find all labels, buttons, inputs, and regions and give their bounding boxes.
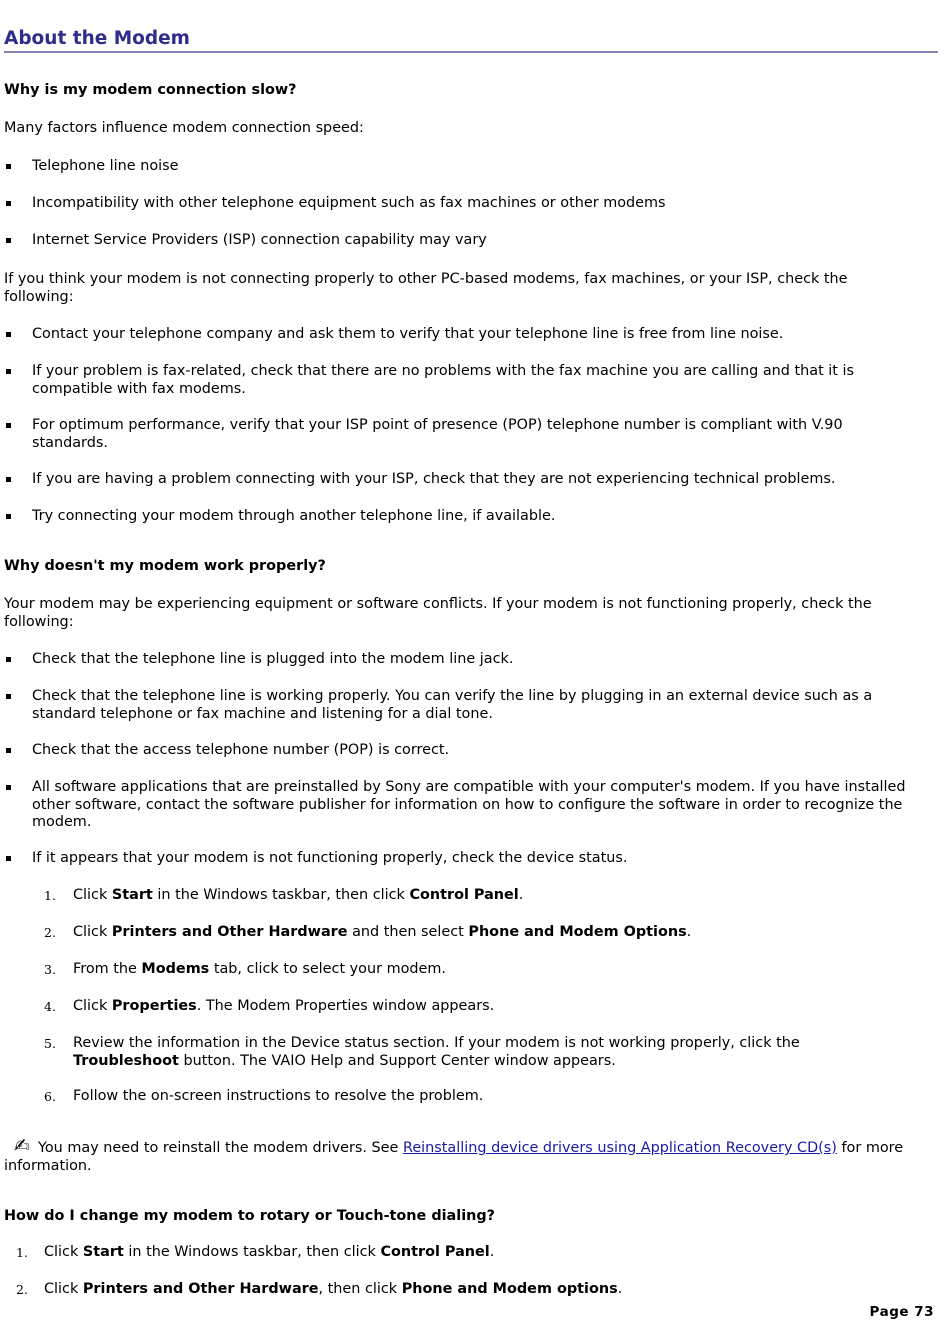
step-number: 2. [44,925,56,940]
step-text: Click Printers and Other Hardware and then select Phone and Modem Options. [73,924,692,940]
step-number: 2. [16,1282,28,1297]
intro-paragraph: Many factors influence modem connection speed: [4,120,364,136]
step-number: 3. [44,962,56,977]
list-item: If your problem is fax-related, check that there are no problems with the fax machine you are calling and that it is compatible with fax modems. [32,363,855,397]
bullet-icon [4,850,12,868]
list-item: Internet Service Providers (ISP) connection capability may vary [32,232,487,248]
list-item: Contact your telephone company and ask them to verify that your telephone line is free from line noise. [32,326,784,342]
list-item: If you are having a problem connecting with your ISP, check that they are not experiencing technical problems. [32,471,836,487]
section-heading-modem-not-working: Why doesn't my modem work properly? [4,558,326,574]
bullet-icon [4,651,12,669]
step-number: 1. [44,888,56,903]
note-paragraph: You may need to reinstall the modem drivers. See Reinstalling device drivers using Application Recovery CD(s) for more information. [4,1140,904,1174]
list-item: If it appears that your modem is not functioning properly, check the device status. [32,850,628,866]
list-item: Incompatibility with other telephone equipment such as fax machines or other modems [32,195,666,211]
list-item: All software applications that are preinstalled by Sony are compatible with your computer's modem. If you have installed other software, contact the software publisher for information on how to configure the software in order to recognize the modem. [32,779,906,830]
intro-paragraph: Your modem may be experiencing equipment or software conflicts. If your modem is not functioning properly, check the following: [4,596,872,630]
step-text: Follow the on-screen instructions to resolve the problem. [73,1088,484,1104]
list-item: Check that the telephone line is working properly. You can verify the line by plugging in an external device such as a standard telephone or fax machine and listening for a dial tone. [32,688,873,722]
step-text: Review the information in the Device status section. If your modem is not working properly, click the Troubleshoot button. The VAIO Help and Support Center window appears. [73,1035,800,1069]
step-text: Click Start in the Windows taskbar, then click Control Panel. [44,1244,495,1260]
bullet-icon [4,742,12,760]
step-text: From the Modems tab, click to select your modem. [73,961,447,977]
note-pen-icon: ✍ [14,1135,30,1157]
step-text: Click Printers and Other Hardware, then click Phone and Modem options. [44,1281,623,1297]
bullet-icon [4,779,12,797]
list-item: Check that the telephone line is plugged into the modem line jack. [32,651,514,667]
step-number: 4. [44,999,56,1014]
step-number: 5. [44,1036,56,1051]
body-paragraph: If you think your modem is not connecting properly to other PC-based modems, fax machines, or your ISP, check the following: [4,271,848,305]
bullet-icon [4,326,12,344]
bullet-icon [4,508,12,526]
list-item: For optimum performance, verify that your ISP point of presence (POP) telephone number is compliant with V.90 standards. [32,417,843,451]
reinstall-drivers-link[interactable]: Reinstalling device drivers using Application Recovery CD(s) [402,1140,837,1156]
bullet-icon [4,688,12,706]
page-number: Page 73 [869,1304,934,1320]
list-item: Check that the access telephone number (POP) is correct. [32,742,450,758]
section-heading-slow-connection: Why is my modem connection slow? [4,82,297,98]
step-text: Click Start in the Windows taskbar, then click Control Panel. [73,887,524,903]
section-heading-dialing-mode: How do I change my modem to rotary or Touch-tone dialing? [4,1208,496,1224]
bullet-icon [4,195,12,213]
bullet-icon [4,232,12,250]
bullet-icon [4,363,12,381]
bullet-icon [4,417,12,435]
list-item: Telephone line noise [32,158,179,174]
page-title: About the Modem [4,28,938,53]
step-text: Click Properties. The Modem Properties window appears. [73,998,495,1014]
step-number: 6. [44,1089,56,1104]
list-item: Try connecting your modem through another telephone line, if available. [32,508,556,524]
step-number: 1. [16,1245,28,1260]
bullet-icon [4,471,12,489]
bullet-icon [4,158,12,176]
